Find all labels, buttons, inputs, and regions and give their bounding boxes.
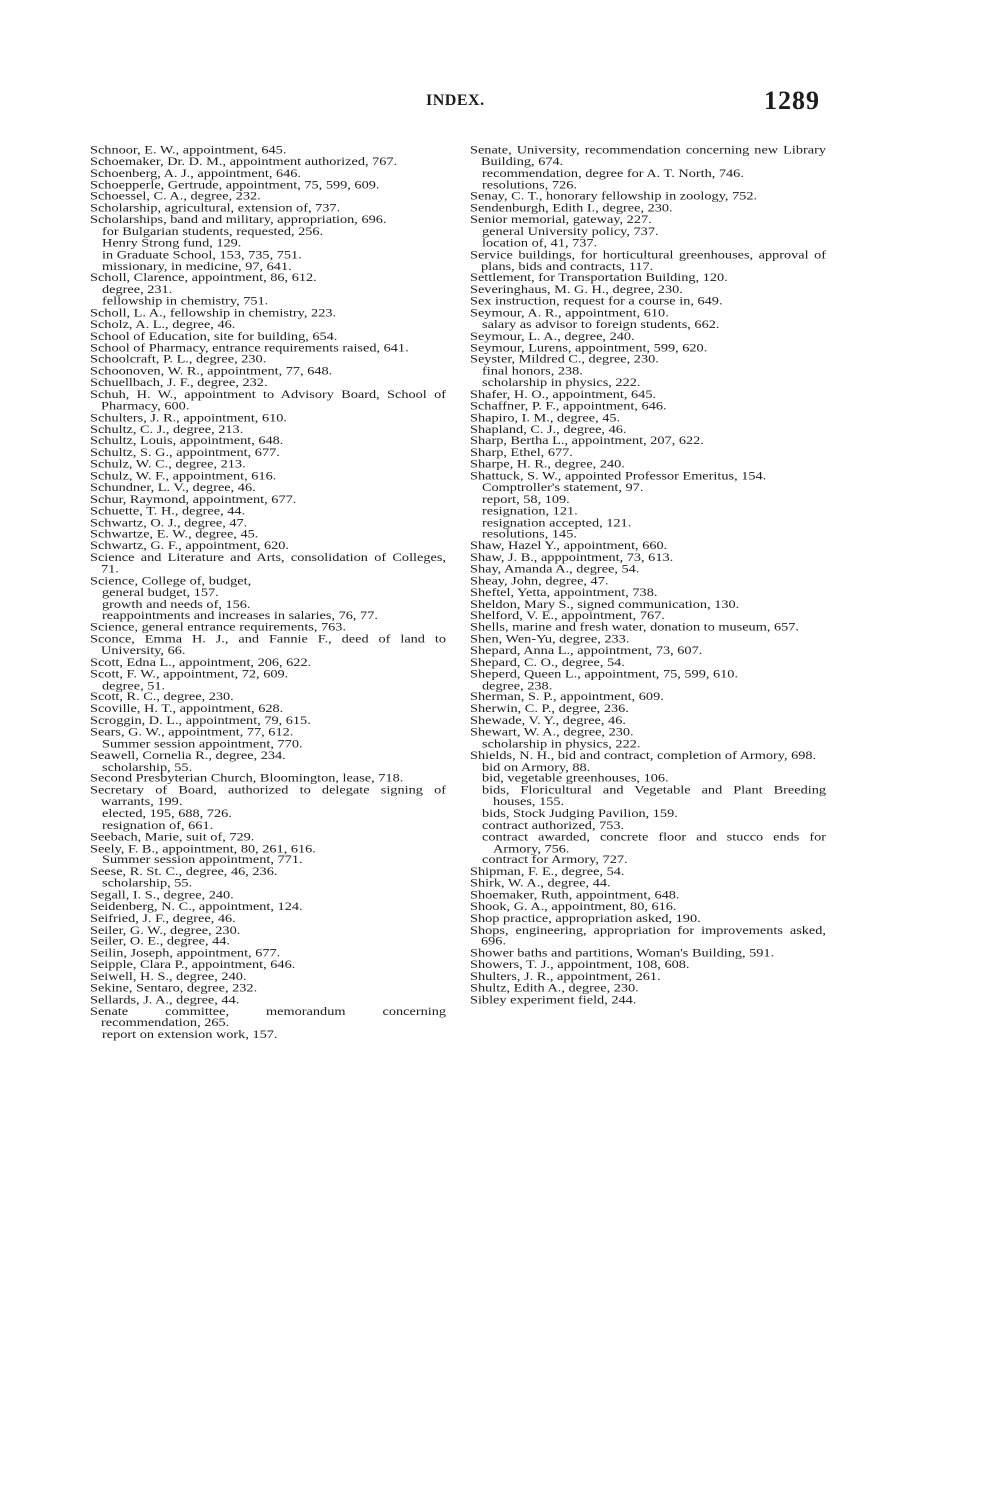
index-entry: Seilin, Joseph, appointment, 677. [90,946,281,961]
index-entry: Seely, F. B., appointment, 80, 261, 616. [90,841,316,856]
index-subentry: Comptroller's statement, 97. [482,480,644,495]
index-entry: Sibley experiment field, 244. [470,993,637,1007]
index-entry: Schultz, C. J., degree, 213. [90,422,244,437]
index-entry: Shirk, W. A., degree, 44. [470,876,611,891]
index-subentry: in Graduate School, 153, 735, 751. [102,248,302,262]
index-entry: Scott, Edna L., appointment, 206, 622. [90,655,312,670]
index-subentry: degree, 231. [102,283,173,297]
index-entry: Shields, N. H., bid and contract, completion of Armory, 698. [470,748,817,763]
index-entry: Schuette, T. H., degree, 44. [90,504,246,518]
index-entry: Sendenburgh, Edith I., degree, 230. [470,201,673,215]
index-entry: Schur, Raymond, appointment, 677. [90,492,297,507]
index-subentry: fellowship in chemistry, 751. [102,294,269,309]
index-entry: Scott, F. W., appointment, 72, 609. [90,667,289,681]
index-subentry: bids, Floricultural and Vegetable and Plant Breeding houses, 155. [482,783,826,809]
index-entry: Shook, G. A., appointment, 80, 616. [470,900,677,914]
index-entry: Shaw, Hazel Y., appointment, 660. [470,539,668,553]
index-entry: Scott, R. C., degree, 230. [90,690,234,704]
index-subentry: final honors, 238. [482,364,583,378]
index-subentry: resignation, 121. [482,504,578,518]
index-entry: Seese, R. St. C., degree, 46, 236. [90,865,278,879]
index-subentry: reappointments and increases in salaries, 76, 77. [102,608,378,623]
index-entry: Shewart, W. A., degree, 230. [470,725,634,739]
index-entry: Schulz, W. F., appointment, 616. [90,469,277,483]
index-entry: Scoville, H. T., appointment, 628. [90,702,284,716]
index-entry: Schwartz, G. F., appointment, 620. [90,539,289,553]
index-entry: Sheay, John, degree, 47. [470,574,609,588]
index-entry: Shewade, V. Y., degree, 46. [470,713,626,728]
index-entry: Shen, Wen-Yu, degree, 233. [470,632,630,646]
index-subentry: bids, Stock Judging Pavilion, 159. [482,806,678,821]
index-entry: Secretary of Board, authorized to delegate signing of warrants, 199. [90,783,446,809]
index-entry: Segall, I. S., degree, 240. [90,888,234,902]
index-column-right [470,145,826,1006]
index-entry: Schaffner, P. F., appointment, 646. [470,399,667,413]
index-entry: Schultz, Louis, appointment, 648. [90,434,284,448]
index-entry: Scholl, Clarence, appointment, 86, 612. [90,271,317,285]
index-subentry: missionary, in medicine, 97, 641. [102,259,292,274]
index-entry: Sconce, Emma H. J., and Fannie F., deed of land to University, 66. [90,632,446,658]
index-subentry: contract for Armory, 727. [482,853,628,867]
index-entry: Schoemaker, Dr. D. M., appointment authorized, 767. [90,154,398,169]
index-entry: Shelford, V. E., appointment, 767. [470,608,665,623]
index-subentry: degree, 51. [102,678,166,693]
index-entry: Scroggin, D. L., appointment, 79, 615. [90,713,311,728]
index-entry: Seiler, O. E., degree, 44. [90,934,230,949]
page-header [90,86,820,122]
running-title: INDEX. [426,92,485,109]
index-entry: Schoessel, C. A., degree, 232. [90,189,261,204]
index-entry: Shops, engineering, appropriation for improvements asked, 696. [470,923,826,949]
index-entry: Senior memorial, gateway, 227. [470,213,652,227]
index-entry: Sears, G. W., appointment, 77, 612. [90,725,294,739]
index-entry: Scholl, L. A., fellowship in chemistry, 223. [90,306,337,320]
index-entry: Schoenberg, A. J., appointment, 646. [90,166,301,181]
index-entry: Seipple, Clara P., appointment, 646. [90,958,296,972]
index-entry: Science, College of, budget, [90,574,252,588]
index-subentry: growth and needs of, 156. [102,597,251,611]
index-entry: Service buildings, for horticultural greenhouses, approval of plans, bids and contracts, 117. [470,248,826,274]
index-entry: Severinghaus, M. G. H., degree, 230. [470,283,683,297]
index-entry: Scholarships, band and military, appropriation, 696. [90,213,387,227]
index-entry: Schulters, J. R., appointment, 610. [90,411,287,425]
index-entry: School of Education, site for building, 654. [90,329,338,344]
index-entry: Seymour, Lurens, appointment, 599, 620. [470,341,708,355]
index-entry: Schoonoven, W. R., appointment, 77, 648. [90,364,333,378]
index-entry: Shapland, C. J., degree, 46. [470,422,627,437]
index-entry: Shulters, J. R., appointment, 261. [470,969,661,984]
index-subentry: Henry Strong fund, 129. [102,236,242,250]
index-entry: Seiwell, H. S., degree, 240. [90,969,247,984]
index-entry: Sharp, Bertha L., appointment, 207, 622. [470,434,704,448]
index-entry: Seifried, J. F., degree, 46. [90,911,236,926]
index-subentry: report on extension work, 157. [102,1028,278,1042]
index-entry: Senate, University, recommendation concerning new Library Building, 674. [470,143,826,169]
index-entry: Schulz, W. C., degree, 213. [90,457,246,472]
index-entry: Science, general entrance requirements, 763. [90,620,347,635]
index-subentry: elected, 195, 688, 726. [102,806,232,821]
index-subentry: contract awarded, concrete floor and stucco ends for Armory, 756. [482,830,826,856]
index-entry: Shultz, Edith A., degree, 230. [470,981,639,995]
index-entry: Shepard, C. O., degree, 54. [470,655,625,670]
index-subentry: bid, vegetable greenhouses, 106. [482,771,669,786]
index-entry: Showers, T. J., appointment, 108, 608. [470,958,690,972]
index-entry: Shaw, J. B., apppointment, 73, 613. [470,550,674,565]
index-entry: Shop practice, appropriation asked, 190. [470,911,701,926]
index-entry: Sharpe, H. R., degree, 240. [470,457,625,472]
index-subentry: scholarship in physics, 222. [482,376,641,390]
index-subentry: report, 58, 109. [482,492,570,507]
index-entry: Second Presbyterian Church, Bloomington, lease, 718. [90,771,404,786]
index-entry: Shepard, Anna L., appointment, 73, 607. [470,643,703,658]
index-entry: Schwartz, O. J., degree, 47. [90,515,248,530]
index-subentry: salary as advisor to foreign students, 662. [482,317,720,332]
index-entry: Senate committee, memorandum concerning recommendation, 265. [90,1004,446,1030]
index-subentry: recommendation, degree for A. T. North, 746. [482,166,744,181]
index-subentry: bid on Armory, 88. [482,760,591,774]
index-subentry: Summer session appointment, 770. [102,737,303,751]
index-entry: Schoepperle, Gertrude, appointment, 75, 599, 609. [90,178,380,192]
index-entry: Sellards, J. A., degree, 44. [90,993,240,1007]
index-subentry: scholarship in physics, 222. [482,737,641,751]
index-entry: Seymour, A. R., appointment, 610. [470,306,669,320]
index-entry: Seebach, Marie, suit of, 729. [90,830,255,844]
index-column-left [90,145,446,1041]
index-subentry: degree, 238. [482,678,553,693]
index-subentry: contract authorized, 753. [482,818,625,832]
index-entry: Scholz, A. L., degree, 46. [90,317,236,332]
index-entry: Schundner, L. V., degree, 46. [90,480,256,495]
index-entry: Sharp, Ethel, 677. [470,446,573,460]
index-subentry: for Bulgarian students, requested, 256. [102,224,324,239]
index-entry: Shapiro, I. M., degree, 45. [470,411,621,425]
index-entry: Shafer, H. O., appointment, 645. [470,387,657,402]
index-entry: Schuellbach, J. F., degree, 232. [90,376,268,390]
index-subentry: resignation accepted, 121. [482,515,632,530]
index-entry: Shay, Amanda A., degree, 54. [470,562,640,576]
index-entry: Settlement, for Transportation Building, 120. [470,271,728,285]
index-subentry: resolutions, 145. [482,527,577,541]
index-entry: Sheperd, Queen L., appointment, 75, 599, 610. [470,667,739,681]
index-entry: School of Pharmacy, entrance requirements raised, 641. [90,341,409,355]
index-entry: Sekine, Sentaro, degree, 232. [90,981,258,995]
index-entry: Shower baths and partitions, Woman's Building, 591. [470,946,775,961]
index-entry: Senay, C. T., honorary fellowship in zoology, 752. [470,189,758,204]
page-number: 1289 [764,86,820,115]
index-entry: Seyster, Mildred C., degree, 230. [470,352,659,367]
index-entry: Schoolcraft, P. L., degree, 230. [90,352,267,367]
index-entry: Schuh, H. W., appointment to Advisory Board, School of Pharmacy, 600. [90,387,446,413]
index-subentry: general University policy, 737. [482,224,659,239]
index-subentry: general budget, 157. [102,585,219,600]
index-entry: Seiler, G. W., degree, 230. [90,923,241,937]
index-entry: Seidenberg, N. C., appointment, 124. [90,900,303,914]
index-entry: Sheldon, Mary S., signed communication, 130. [470,597,740,611]
index-entry: Sheftel, Yetta, appointment, 738. [470,585,658,600]
index-entry: Sherman, S. P., appointment, 609. [470,690,664,704]
index-entry: Schnoor, E. W., appointment, 645. [90,143,287,157]
index-subentry: location of, 41, 737. [482,236,598,250]
index-subentry: scholarship, 55. [102,876,193,891]
index-entry: Seymour, L. A., degree, 240. [470,329,635,344]
index-entry: Shoemaker, Ruth, appointment, 648. [470,888,680,902]
index-entry: Shipman, F. E., degree, 54. [470,865,625,879]
index-entry: Sex instruction, request for a course in, 649. [470,294,723,309]
index-entry: Schultz, S. G., appointment, 677. [90,446,280,460]
index-subentry: resignation of, 661. [102,818,214,832]
index-entry: Seawell, Cornelia R., degree, 234. [90,748,286,763]
index-subentry: resolutions, 726. [482,178,577,192]
index-subentry: Summer session appointment, 771. [102,853,303,867]
index-entry: Scholarship, agricultural, extension of, 737. [90,201,341,215]
index-entry: Shells, marine and fresh water, donation to museum, 657. [470,620,799,635]
index-entry: Sherwin, C. P., degree, 236. [470,702,629,716]
index-entry: Shattuck, S. W., appointed Professor Emeritus, 154. [470,469,767,483]
index-entry: Science and Literature and Arts, consolidation of Colleges, 71. [90,550,446,576]
index-subentry: scholarship, 55. [102,760,193,774]
index-entry: Schwartze, E. W., degree, 45. [90,527,259,541]
